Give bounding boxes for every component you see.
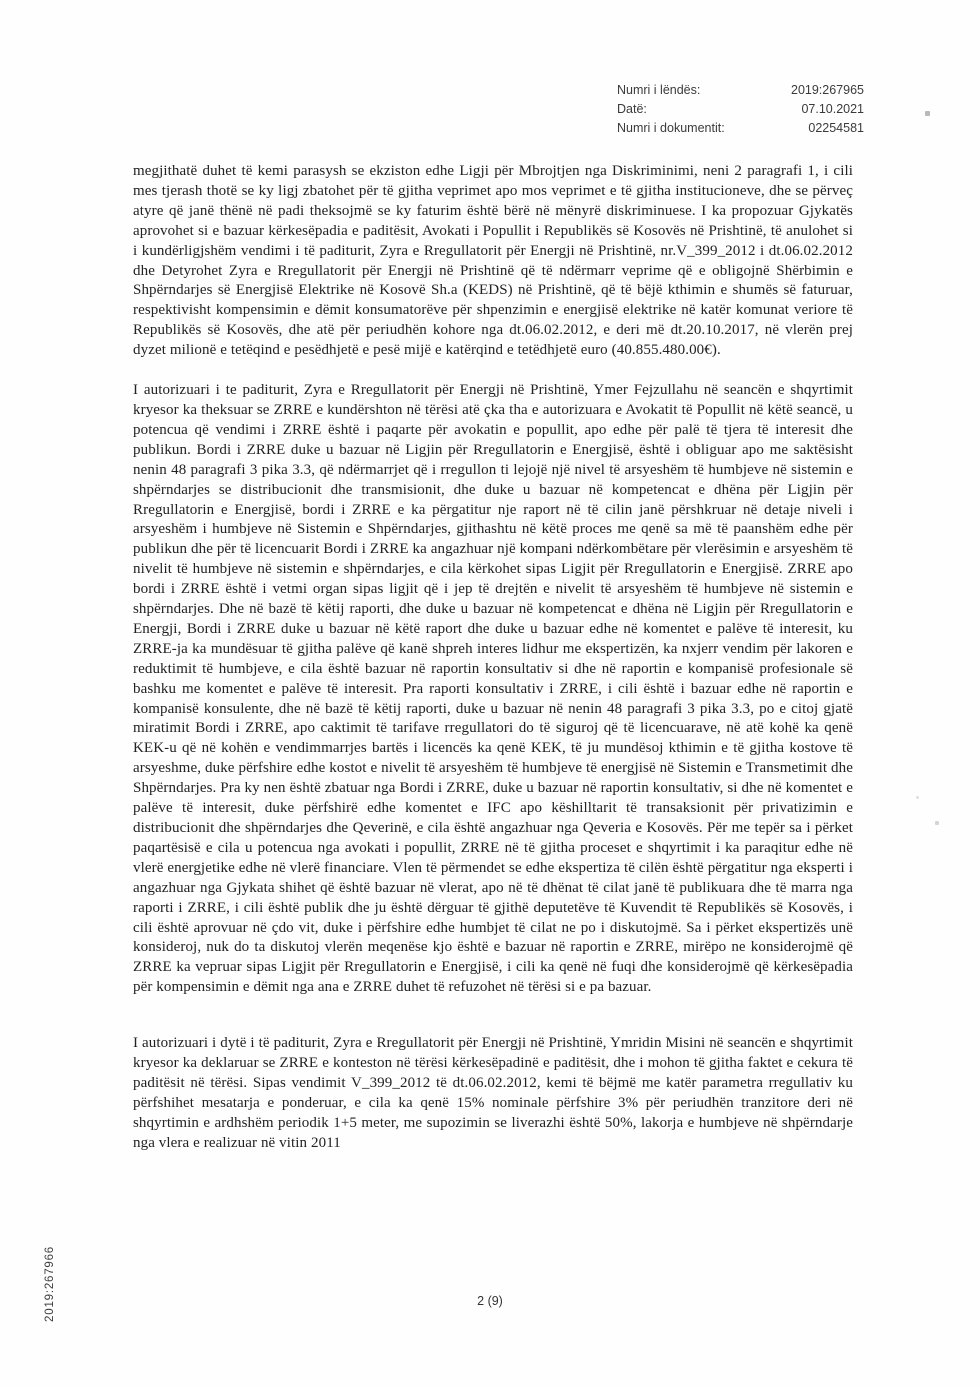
scan-artifact-dot (925, 111, 930, 116)
date-label: Datë: (617, 102, 647, 116)
body-paragraph-2: I autorizuari i te paditurit, Zyra e Rregullatorit për Energji në Prishtinë, Ymer Fejzullahu në seancën e shqyrtimit kryesor ka theksuar se ZRRE e kundërshton në tërësi atë çka tha e autorizuara e Avokatit të Popullit në këtë seancë, u potencua që vendimi i ZRRE është i paqarte për avokatin e popullit, apo edhe për palë të tjera të interesit dhe publikun. Bordi i ZRRE duke u bazuar në Ligjin për Rregullatorin e Energjisë, është i obliguar apo me saktësisht nenin 48 paragrafi 3 pika 3.3, që ndërmarrjet që i rregullon ti lejojë një nivel të arsyeshëm të humbjeve në sistemin e shpërndarjes se distribucionit dhe transmisionit, dhe duke u bazuar në kompetencat e dhëna për Ligjin për Rregullatorin e Energjisë, bordi i ZRRE e ka përgatitur nje raport në të cilin janë përshkruar në detaje niveli i arsyeshëm i humbjeve në Sistemin e Shpërndarjes, gjithashtu në këtë proces me qenë sa më të paanshëm edhe për publikun dhe për të licencuarit Bordi i ZRRE ka angazhuar një kompani ndërkombëtare për vlerësimin e arsyeshëm të nivelit të humbjeve në sistemin e shpërndarjes, e cila kërkohet sipas Ligjit për Rregullatorin e Energjisë. ZRRE apo bordi i ZRRE është i vetmi organ sipas ligjit që i jep të drejtën e nivelit të arsyeshëm të humbjeve në sistemin e shpërndarjes. Dhe në bazë të këtij raporti, dhe duke u bazuar në kompetencat e dhëna në Ligjin për Rregullatorin e Energji, Bordi i ZRRE duke u bazuar në këtë raport dhe duke u bazuar edhe në komentet e palëve të interesit, ku ZRRE-ja ka mundësuar të gjitha palëve që kanë shpreh interes lidhur me ekspertizën, ka nxjerr vendim për lakoren e reduktimit të humbjeve, e cila është bazuar në raportin konsultativ si dhe në raportin e kompanisë profesionale së bashku me komentet e palëve të interesit. Pra raporti konsultativ i ZRRE, i cili është i bazuar edhe në raportin e kompanisë konsulente, dhe në bazë të këtij raporti, duke u bazuar në nenin 48 paragrafi 3 pika 3.3, po e citoj gjatë miratimit Bordi i ZRRE, apo caktimit të tarifave rregullatori do të siguroj që të licencuarave, në atë kohë ka qenë KEK-u që në kohën e vendimmarrjes bartës i licencës ka qenë KEK, të ju mundësoj kthimin e të gjitha kostove të arsyeshme, duke përfshire edhe kostot e nivelit të arsyeshëm të humbjeve të energjisë në Sistemin e Transmetimit dhe Shpërndarjes. Pra ky nen është zbatuar nga Bordi i ZRRE, duke u bazuar në raportin konsultativ, si dhe në komentet e palëve të interesit, duke përfshirë edhe komentet e IFC apo këshilltarit të transaksionit për privatizimin e distribucionit dhe shpërndarjes dhe Qeverinë, e cila është angazhuar nga Qeveria e Kosovës. Për me tepër sa i përket paqartësisë e cila u potencua nga avokati i popullit, ZRRE në të gjitha proceset e shqyrtimit i ka paraqitur edhe në vlerë energjetike edhe në vlerë financiare. Vlen të përmendet se edhe ekspertiza të cilën është përgatitur nga eksperti i angazhuar nga Gjykata shihet që është bazuar në vlerat, apo në të dhënat të cilat janë të publikuara dhe të marra nga raporti i ZRRE, i cili është publik dhe ju është dërguar të gjithë deputetëve të Kuvendit të Republikës së Kosovës, i cili është aprovuar në çdo vit, duke i përfshire edhe humbjet të cilat ne po i diskutojmë. Sa i përket ekspertizës unë konsideroj, nuk do ta diskutoj vlerën meqenëse kjo është e bazuar në raportin e ZRRE, mirëpo ne konsiderojmë që ZRRE ka vepruar sipas Ligjit për Rregullatorin e Energjisë, i cili ka qenë në fuqi dhe konsiderojmë që kërkesëpadia për kompensimin e dëmit nga ana e ZRRE duhet të refuzohet në tërësi si e pa bazuar. (133, 382, 853, 996)
scan-artifact-dot (935, 821, 939, 825)
case-number-label: Numri i lëndës: (617, 83, 701, 97)
document-body (133, 162, 853, 1154)
body-paragraph-3: I autorizuari i dytë i të paditurit, Zyra e Rregullatorit për Energji në Prishtinë, Ymridin Misini në seancën e shqyrtimit kryesor ka deklaruar se ZRRE e konteston në tërësi kërkesëpadinë e paditësit, dhe i mohon të gjitha faktet e cekura të paditësit në tërësi. Sipas vendimit V_399_2012 të dt.06.02.2012, kemi të bëjmë me katër parametra rregullativ ku përfshihet mesatarja e ponderuar, e cila ka qenë 15% nominale përfshire 3% për periudhën tranzitore deri në shqyrtimin e ardhshëm periodik 1+5 meter, me supozimin se liverazhi është 50%, lakorja e humbjeve në shpërndarje nga vlera e realizuar në vitin 2011 (133, 1035, 853, 1151)
case-number-value: 2019:267965 (791, 83, 864, 97)
header-row-document-number (617, 119, 864, 138)
header-row-date (617, 100, 864, 119)
document-number-label: Numri i dokumentit: (617, 121, 725, 135)
document-number-value: 02254581 (808, 121, 864, 135)
document-header (617, 81, 864, 138)
date-value: 07.10.2021 (801, 102, 864, 116)
scan-artifact-dot (916, 796, 919, 799)
body-paragraph-1: megjithatë duhet të kemi parasysh se ekziston edhe Ligji për Mbrojtjen nga Diskriminimi, neni 2 paragrafi 1, i cili mes tjerash thotë se ky ligj zbatohet për të gjitha veprimet apo mos veprimet e të gjitha institucioneve, dhe se përveç atyre që janë thënë në padi theksojmë se ky faturim është bërë në mënyrë diskriminuese. I ka propozuar Gjykatës aprovohet si e bazuar kërkesëpadia e paditësit, Avokati i Popullit i Republikës së Kosovës në Prishtinë, të anulohet si i kundërligjshëm vendimi i të paditurit, Zyra e Rregullatorit për Energji në Prishtinë, nr.V_399_2012 i dt.06.02.2012 dhe Detyrohet Zyra e Rregullatorit për Energji në Prishtinë që të ndërmarr veprime që e obligojnë Shërbimin e Shpërndarjes së Energjisë Elektrike në Kosovë Sh.a (KEDS) në Prishtinë, që të bëjë kthimin e shumës së faturuar, respektivisht kompensimin e dëmit konsumatorëve për shpenzimin e energjisë elektrike në katër komunat veriore të Republikës së Kosovës, dhe atë për periudhën kohore nga dt.06.02.2012, e deri më dt.20.10.2017, në vlerën prej dyzet milionë e tetëqind e pesëdhjetë e pesë mijë e katërqind e tetëdhjetë euro (40.855.480.00€). (133, 163, 853, 359)
vertical-case-number: 2019:267966 (44, 1246, 56, 1322)
header-row-case-number (617, 81, 864, 100)
page-number: 2 (9) (477, 1294, 503, 1308)
